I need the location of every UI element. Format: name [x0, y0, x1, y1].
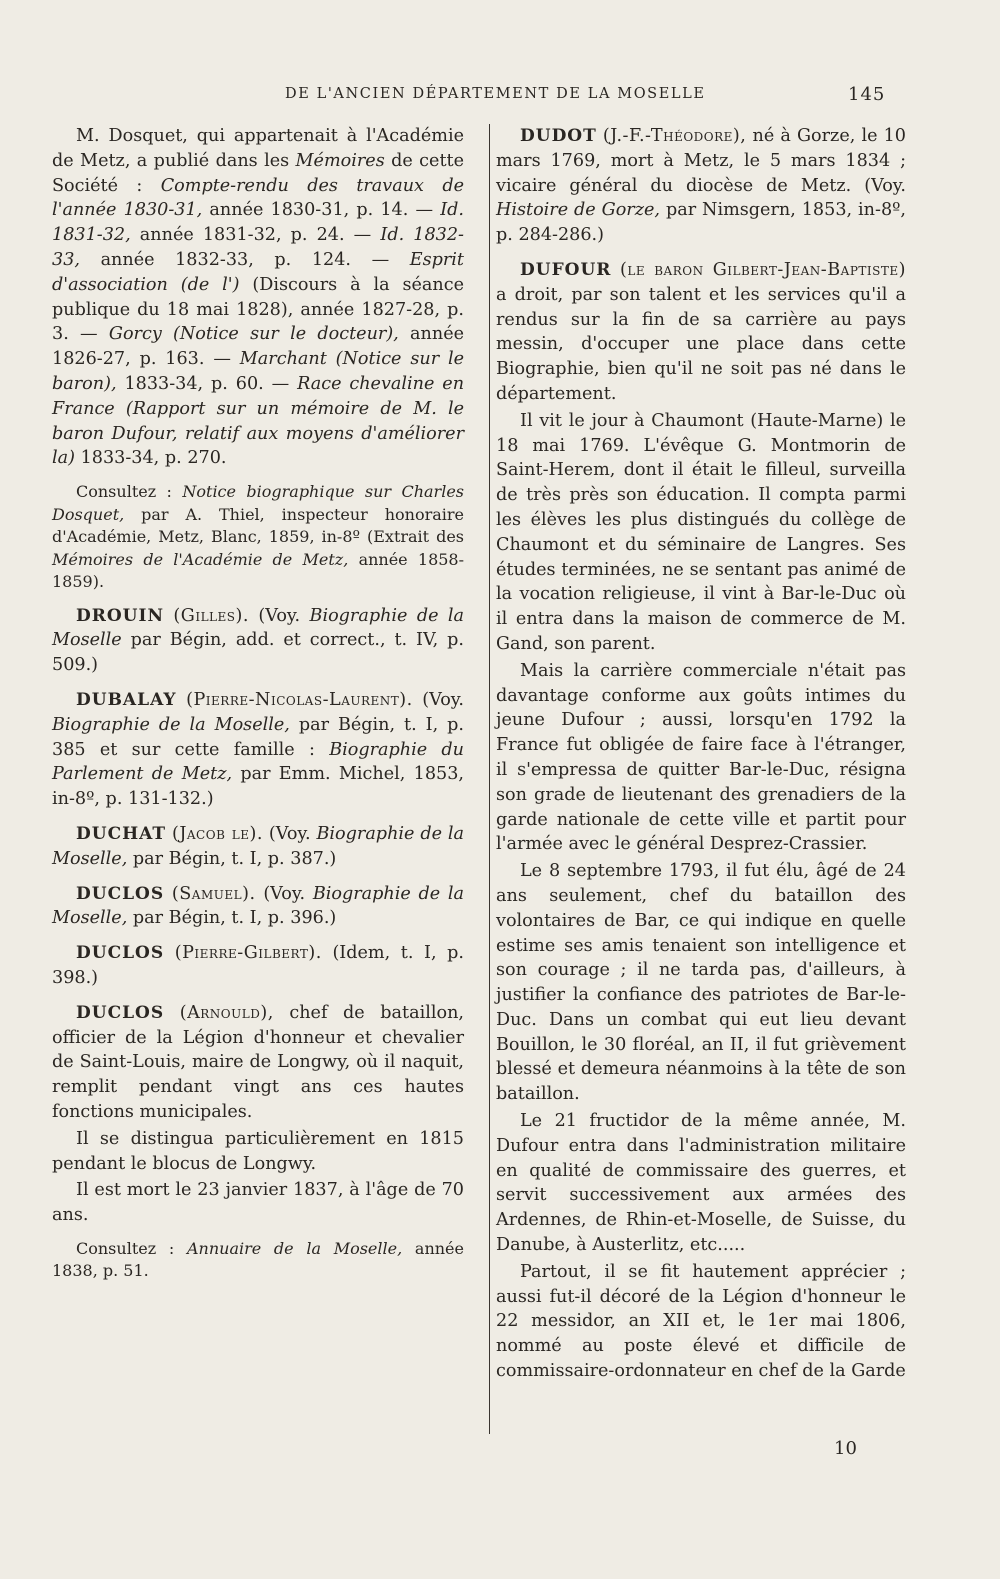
entry-text: né à Gorze, le 10 mars 1769, mort à Metz, le 5 mars 1834 ; vicaire général du diocèse de Metz. (Voy. — [496, 126, 906, 196]
headword: DUDOT — [520, 126, 597, 146]
dosquet-work-ref: année 1832-33, p. 124. — — [100, 249, 390, 270]
entry-text: Il vit le jour à Chaumont (Haute-Marne) le 18 mai 1769. L'évêque G. Montmorin de Saint-Herem, dont il était le filleul, surveilla de très près son éducation. Il compta parmi les élèves les plus distingués du collège de Chaumont et du séminaire de Langres. Ses études terminées, ne se sentant pas animé de la vocation religieuse, il vint à Bar-le-Duc où il entra dans la maison de commerce de M. Gand, son parent. — [496, 410, 906, 654]
headword: DROUIN — [76, 605, 164, 626]
dosquet-work-ref: année 1826-27, p. 163. — — [52, 324, 465, 370]
voy: (Voy. — [268, 824, 311, 845]
entry-dosquet — [52, 124, 464, 471]
headword: DUCLOS — [76, 943, 165, 964]
ref-title: Biographie du Parlement de Metz, — [52, 739, 464, 785]
consultez-title: Annuaire de la Moselle, — [186, 1238, 403, 1258]
dosquet-work-title: Id. 1832-33, — [52, 225, 464, 270]
dosquet-work-title: Gorcy (Notice sur le docteur), — [108, 324, 399, 345]
headword: DUFOUR — [520, 259, 612, 280]
left-column — [52, 124, 464, 1293]
consultez-rest: année 1838, p. 51. — [52, 1238, 464, 1281]
entry-drouin — [52, 604, 464, 678]
entry-text: Mais la carrière commerciale n'était pas davantage conforme aux goûts intimes du jeune Dufour ; aussi, lorsqu'en 1792 la France fut obligée de faire face à l'étranger, il s'empressa de quitter Bar-le-Duc, résigna son grade de lieutenant des grenadiers de la garde nationale de cette ville et partit pour l'armée avec le général Desprez-Crassier. — [496, 660, 906, 855]
entry-name: (Jacob le). — [171, 824, 263, 845]
running-header — [0, 86, 1000, 110]
consultez-rest: par A. Thiel, inspecteur honoraire d'Académie, Metz, Blanc, 1859, in-8º (Extrait des — [52, 504, 464, 547]
ref-title: Biographie de la Moselle — [52, 605, 465, 651]
column-rule — [489, 124, 490, 1434]
right-column — [496, 124, 906, 1394]
consultez-title: Mémoires de l'Académie de Metz, — [52, 549, 349, 569]
ref-title: Biographie de la Moselle, — [52, 824, 465, 869]
header-title: DE L'ANCIEN DÉPARTEMENT DE LA MOSELLE — [285, 86, 706, 102]
dosquet-memoires: Mémoires — [295, 150, 385, 171]
entry-text: Partout, il se fit hautement apprécier ; aussi fut-il décoré de la Légion d'honneur le 22 messidor, an XII et, le 1er mai 1806, nommé au poste élevé et difficile de commissaire-ordonnateur en chef de la Garde — [496, 1261, 906, 1382]
ref-rest: par Bégin, t. I, p. 387.) — [132, 848, 337, 869]
ref-title: Biographie de la Moselle, — [52, 714, 290, 735]
headword: DUBALAY — [76, 690, 177, 711]
headword: DUCHAT — [76, 824, 167, 845]
dosquet-work-ref: 1833-34, p. 270. — [80, 448, 227, 469]
entry-name: (J.-F.-Théodore), — [602, 126, 747, 146]
dosquet-intro: M. Dosquet, qui appartenait à l'Académie de Metz, a publié dans les — [52, 126, 464, 171]
dosquet-work-title: Id. 1831-32, — [52, 200, 465, 246]
voy: (Voy. — [258, 605, 301, 626]
entry-duchat — [52, 822, 464, 872]
ref-rest: par Bégin, t. I, p. 385 et sur cette famille : — [52, 714, 465, 760]
entry-text: Le 21 fructidor de la même année, M. Dufour entra dans l'administration militaire en qualité de commissaire des guerres, et servit successivement aux armées des Ardennes, de Rhin-et-Moselle, de Suisse, du Danube, à Austerlitz, etc..... — [496, 1111, 906, 1256]
page-number: 145 — [848, 84, 886, 105]
entry-name: (Samuel). — [171, 883, 256, 904]
entry-text: chef de bataillon, officier de la Légion d'honneur et chevalier de Saint-Louis, maire de Longwy, où il naquit, remplit pendant vingt ans ces hautes fonctions municipales. — [52, 1002, 464, 1122]
entry-name: (Gilles). — [173, 605, 249, 626]
entry-name: (Pierre-Nicolas-Laurent). — [186, 690, 413, 711]
dosquet-work-title: Race chevaline en France (Rapport sur un mémoire de M. le baron Dufour, relatif aux moyens d'améliorer la) — [52, 373, 465, 469]
entry-dubalay — [52, 688, 464, 812]
ref-title: Histoire de Gorze, — [496, 200, 660, 221]
entry-duclos-arnould — [52, 1001, 464, 1125]
ref-rest: (Idem, t. I, p. 398.) — [52, 943, 465, 989]
ref-title: Biographie de la Moselle, — [52, 883, 465, 929]
dosquet-work-ref: (Discours à la séance publique du 18 mai 1828), année 1827-28, p. 3. — — [52, 274, 464, 345]
entry-text: Le 8 septembre 1793, il fut élu, âgé de 24 ans seulement, chef du bataillon des volontaires de Bar, ce qui indique en quelle estime ses amis tenaient son intelligence et son courage ; il ne tarda pas, d'ailleurs, à justifier la confiance des patriotes de Bar-le-Duc. Dans un combat qui eut lieu devant Bouillon, le 30 floréal, an II, il fut grièvement blessé et demeura néanmoins à la tête de son bataillon. — [496, 861, 906, 1105]
headword: DUCLOS — [76, 1002, 165, 1023]
entry-dudot — [496, 124, 906, 248]
dosquet-work-ref: 1833-34, p. 60. — — [124, 373, 290, 394]
headword: DUCLOS — [76, 883, 165, 904]
consultez-label: Consultez : — [76, 1238, 175, 1258]
dosquet-work-ref: année 1830-31, p. 14. — — [209, 200, 434, 221]
entry-name: (le baron Gilbert-Jean-Baptiste) — [620, 259, 907, 280]
consultez-duclos — [52, 1238, 464, 1283]
entry-name: (Pierre-Gilbert). — [174, 943, 322, 964]
ref-end: par Emm. Michel, 1853, in-8º, p. 131-132.) — [52, 764, 464, 810]
dosquet-work-title: Esprit d'association (de l') — [52, 249, 464, 295]
ref-end: par Nimsgern, 1853, in-8º, p. 284-286.) — [496, 200, 907, 246]
consultez-end: année 1858-1859). — [52, 549, 465, 592]
entry-text: Il est mort le 23 janvier 1837, à l'âge de 70 ans. — [52, 1180, 464, 1226]
consultez-label: Consultez : — [76, 482, 172, 502]
entry-duclos-samuel — [52, 882, 464, 932]
dosquet-work-title: Marchant (Notice sur le baron), — [52, 349, 465, 394]
dosquet-work-ref: année 1831-32, p. 24. — — [139, 225, 372, 246]
consultez-dosquet — [52, 481, 464, 594]
entry-text: a droit, par son talent et les services qu'il a rendus sur la fin de sa carrière au pays messin, d'occuper une place dans cette Biographie, bien qu'il ne soit pas né dans le département. — [496, 284, 906, 404]
entry-duclos-pierre — [52, 941, 464, 991]
dosquet-society: de cette Société : — [52, 150, 465, 196]
consultez-title: Notice biographique sur Charles Dosquet, — [52, 482, 465, 524]
entry-text: Il se distingua particulièrement en 1815 pendant le blocus de Longwy. — [52, 1128, 464, 1174]
entry-name: (Arnould), — [179, 1002, 274, 1023]
ref-rest: par Bégin, t. I, p. 396.) — [132, 908, 337, 929]
signature-mark: 10 — [834, 1438, 857, 1459]
entry-dufour — [496, 258, 906, 407]
voy: (Voy. — [263, 883, 306, 904]
dosquet-work-title: Compte-rendu des travaux de l'année 1830-31, — [52, 175, 465, 221]
voy: (Voy. — [422, 690, 464, 711]
ref-rest: par Bégin, add. et correct., t. IV, p. 509.) — [52, 630, 465, 676]
